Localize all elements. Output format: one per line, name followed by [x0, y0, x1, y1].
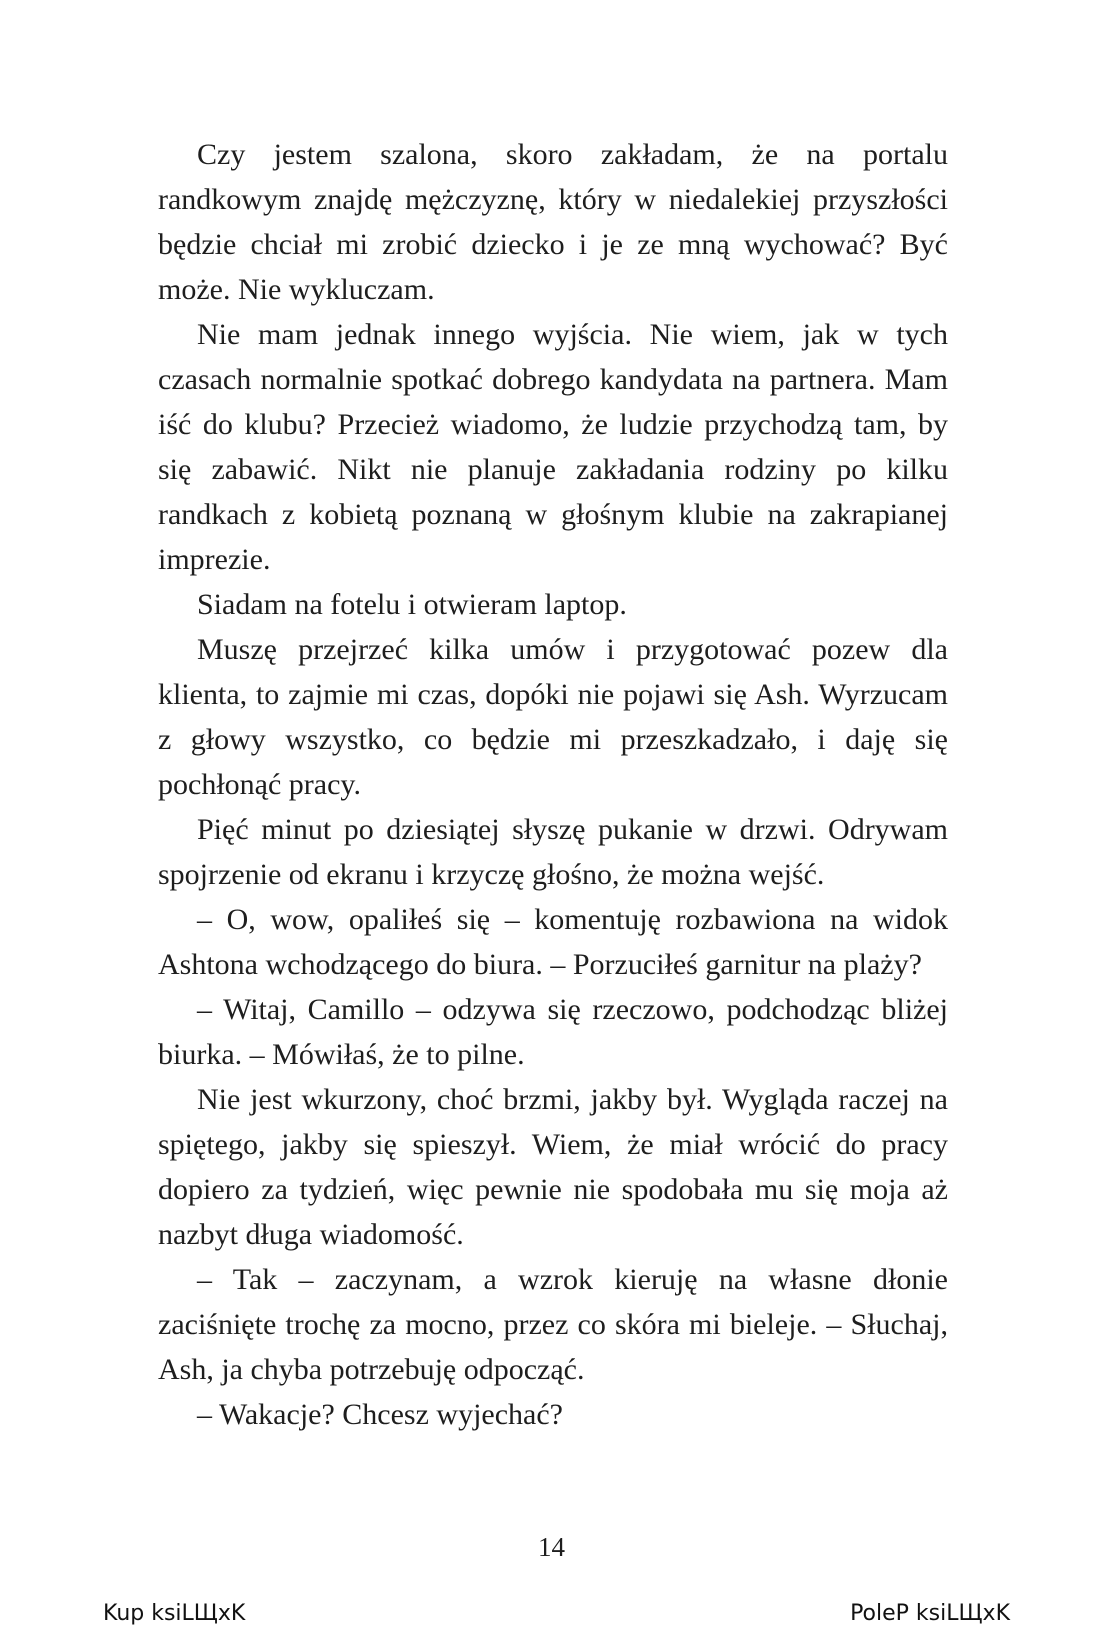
body-text	[158, 132, 948, 1437]
paragraph: Nie jest wkurzony, choć brzmi, jakby był. Wygląda raczej na spiętego, jakby się spieszył. Wiem, że miał wrócić do pracy dopiero za tydzień, więc pewnie nie spodobała mu się moja aż nazbyt długa wiadomość.	[158, 1083, 948, 1251]
paragraph: – Wakacje? Chcesz wyjechać?	[197, 1398, 563, 1431]
paragraph: Pięć minut po dziesiątej słyszę pukanie w drzwi. Odrywam spojrzenie od ekranu i krzyczę głośno, że można wejść.	[158, 813, 948, 891]
buy-book-link[interactable]: Kup ksiLЩxK	[103, 1601, 246, 1626]
paragraph: Nie mam jednak innego wyjścia. Nie wiem, jak w tych czasach normalnie spotkać dobrego kandydata na partnera. Mam iść do klubu? Przecież wiadomo, że ludzie przychodzą tam, by się zabawić. Nikt nie planuje zakładania rodziny po kilku randkach z kobietą poznaną w głośnym klubie na zakrapianej imprezie.	[158, 318, 948, 576]
paragraph: Siadam na fotelu i otwieram laptop.	[197, 588, 627, 621]
recommend-book-link[interactable]: PoleP ksiLЩxK	[850, 1601, 1010, 1626]
paragraph: Muszę przejrzeć kilka umów i przygotować pozew dla klienta, to zajmie mi czas, dopóki nie pojawi się Ash. Wyrzucam z głowy wszystko, co będzie mi przeszkadzało, i daję się pochłonąć pracy.	[158, 633, 948, 801]
paragraph: – Tak – zaczynam, a wzrok kieruję na własne dłonie zaciśnięte trochę za mocno, przez co skóra mi bieleje. – Słuchaj, Ash, ja chyba potrzebuję odpocząć.	[158, 1263, 948, 1386]
page-number: 14	[538, 1532, 565, 1562]
paragraph: – Witaj, Camillo – odzywa się rzeczowo, podchodząc bliżej biurka. – Mówiłaś, że to pilne.	[158, 993, 948, 1071]
paragraph: Czy jestem szalona, skoro zakładam, że na portalu randkowym znajdę mężczyznę, który w niedalekiej przyszłości będzie chciał mi zrobić dziecko i je ze mną wychować? Być może. Nie wykluczam.	[158, 138, 948, 306]
paragraph: – O, wow, opaliłeś się – komentuję rozbawiona na widok Ashtona wchodzącego do biura. – Porzuciłeś garnitur na plaży?	[158, 903, 948, 981]
